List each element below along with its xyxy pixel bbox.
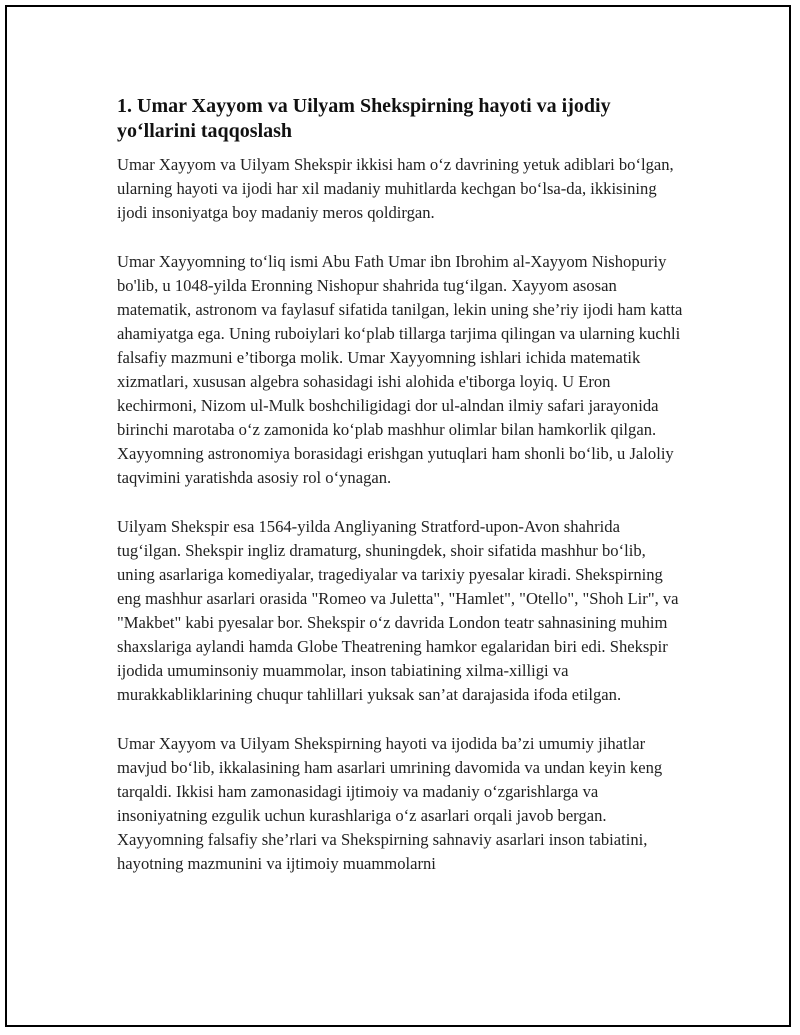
- paragraph-shekspir: Uilyam Shekspir esa 1564-yilda Angliyaning Stratford-upon-Avon shahrida tug‘ilgan. Shekspir ingliz dramaturg, shuningdek, shoir sifatida mashhur bo‘lib, uning asarlariga komediyalar, tragediyalar va tarixiy pyesalar kiradi. Shekspirning eng mashhur asarlari orasida "Romeo va Juletta", "Hamlet", "Otello", "Shoh Lir", va "Makbet" kabi pyesalar bor. Shekspir o‘z davrida London teatr sahnasining muhim shaxslariga aylandi hamda Globe Theatrening hamkor egalaridan biri edi. Shekspir ijodida umuminsoniy muammolar, inson tabiatining xilma-xilligi va murakkabliklarining chuqur tahlillari yuksak san’at darajasida ifoda etilgan.: [117, 517, 679, 704]
- paragraph-xayyom: Umar Xayyomning to‘liq ismi Abu Fath Umar ibn Ibrohim al-Xayyom Nishopuriy bo'lib, u 1048-yilda Eronning Nishopur shahrida tug‘ilgan. Xayyom asosan matematik, astronom va faylasuf sifatida tanilgan, lekin uning she’riy ijodi ham katta ahamiyatga ega. Uning ruboiylari ko‘plab tillarga tarjima qilingan va ularning kuchli falsafiy mazmuni e’tiborga molik. Umar Xayyomning ishlari ichida matematik xizmatlari, xususan algebra sohasidagi ishi alohida e'tiborga loyiq. U Eron kechirmoni, Nizom ul-Mulk boshchiligidagi dor ul-alndan ilmiy safari jarayonida birinchi marotaba o‘z zamonida ko‘plab mashhur olimlar bilan hamkorlik qilgan. Xayyomning astronomiya borasidagi erishgan yutuqlari ham shonli bo‘lib, u Jaloliy taqvimini yaratishda asosiy rol o‘ynagan.: [117, 252, 683, 487]
- document-body: [117, 94, 685, 901]
- paragraph-comparison: Umar Xayyom va Uilyam Shekspirning hayoti va ijodida ba’zi umumiy jihatlar mavjud bo‘lib, ikkalasining ham asarlari umrining davomida va undan keyin keng tarqaldi. Ikkisi ham zamonasidagi ijtimoiy va madaniy o‘zgarishlarga va insoniyatning ezgulik uchun kurashlariga o‘z asarlari orqali javob bergan. Xayyomning falsafiy she’rlari va Shekspirning sahnaviy asarlari inson tabiatini, hayotning mazmunini va ijtimoiy muammolarni: [117, 734, 663, 873]
- paragraph-intro: Umar Xayyom va Uilyam Shekspir ikkisi ham o‘z davrining yetuk adiblari bo‘lgan, ularning hayoti va ijodi har xil madaniy muhitlarda kechgan bo‘lsa-da, ikkisining ijodi insoniyatga boy madaniy meros qoldirgan.: [117, 155, 674, 222]
- section-heading: 1. Umar Xayyom va Uilyam Shekspirning hayoti va ijodiy yo‘llarini taqqoslash: [117, 95, 611, 142]
